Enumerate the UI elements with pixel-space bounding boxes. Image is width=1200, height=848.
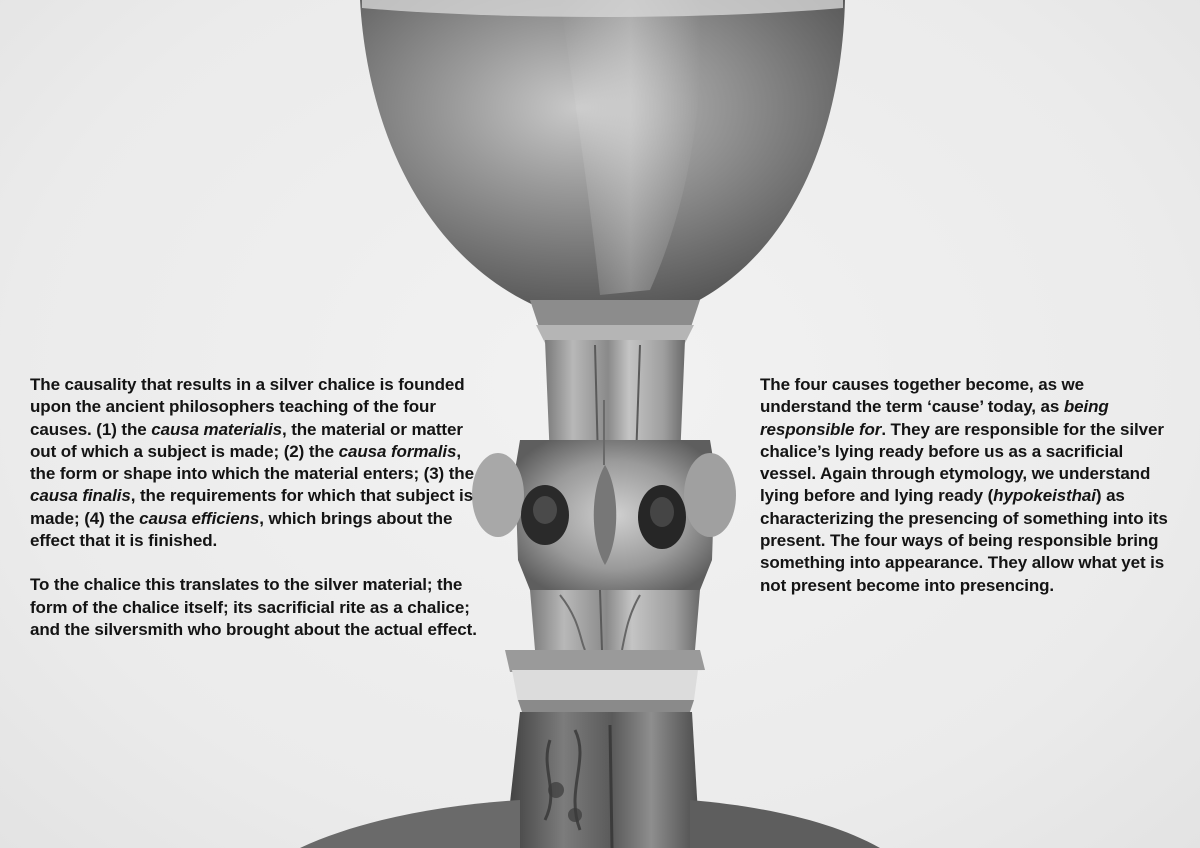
italic-term: causa formalis — [338, 441, 457, 461]
text-run: . They are responsible for the silver chalice’s lying ready before us as a sacrificial vessel. Again through etymology, we understand lying before and lying ready ( — [760, 419, 1164, 506]
italic-term: hypokeisthai — [993, 486, 1096, 506]
text-run: , the requirements for which that subject is made; (4) the — [30, 486, 474, 528]
right-paragraph-1 — [760, 374, 1170, 597]
text-run: The causality that results in a silver chalice is founded upon the ancient philosophers teaching of the four causes. (1) the — [30, 375, 465, 439]
text-run: To the chalice this translates to the silver material; the form of the chalice itself; its sacrificial rite as a chalice; and the silversmith who brought about the actual effect. — [30, 575, 477, 639]
text-run: ) as characterizing the presencing of something into its present. The four ways of being responsible bring something into appearance. They allow what yet is not present become into presencing. — [760, 486, 1168, 595]
italic-term: being responsible for — [760, 397, 1109, 439]
text-run: , the material or matter out of which a subject is made; (2) the — [30, 419, 463, 461]
italic-term: causa efficiens — [139, 508, 260, 528]
italic-term: causa finalis — [30, 486, 131, 506]
text-run: , which brings about the effect that it is finished. — [30, 508, 453, 551]
left-paragraph-2 — [30, 574, 480, 641]
left-text-column — [30, 374, 480, 641]
text-run: The four causes together become, as we understand the term ‘cause’ today, as — [760, 375, 1085, 417]
italic-term: causa materialis — [151, 419, 282, 439]
left-paragraph-1 — [30, 374, 480, 552]
text-run: , the form or shape into which the material enters; (3) the — [30, 441, 474, 484]
right-text-column — [760, 374, 1170, 597]
